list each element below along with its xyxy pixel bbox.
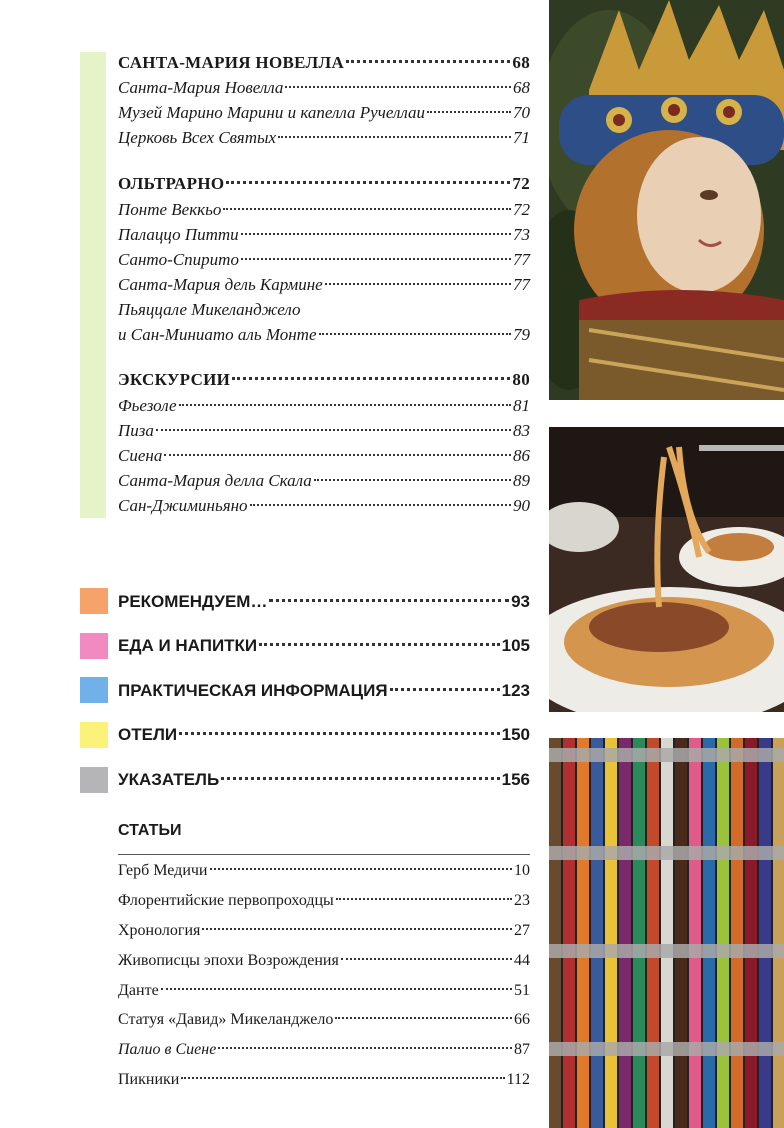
toc-page-number: 87	[514, 1041, 530, 1058]
toc-entry[interactable]	[118, 249, 530, 271]
toc-leader-dots	[335, 1017, 512, 1019]
toc-heading-label: ЭКСКУРСИИ	[118, 370, 231, 389]
toc-leader-dots	[179, 732, 500, 735]
toc-leader-dots	[223, 208, 511, 210]
articles-divider	[118, 854, 530, 855]
toc-entry[interactable]	[118, 77, 530, 99]
toc-page-number: 72	[513, 200, 530, 219]
recommend-color-swatch	[80, 588, 108, 614]
toc-heading-excursions[interactable]	[118, 369, 530, 391]
renaissance-fresco-photo	[549, 0, 784, 400]
toc-main-recommend[interactable]	[118, 591, 530, 613]
toc-main-label: РЕКОМЕНДУЕМ…	[118, 592, 268, 611]
article-label: Хронология	[118, 922, 201, 939]
toc-page-number: 44	[514, 952, 530, 969]
toc-entry-label: Понте Веккьо	[118, 200, 222, 219]
article-label: Пикники	[118, 1071, 180, 1088]
toc-leader-dots	[232, 377, 510, 380]
toc-main-label: УКАЗАТЕЛЬ	[118, 770, 220, 789]
toc-page-number: 150	[501, 725, 530, 744]
toc-entry-label: Санта-Мария Новелла	[118, 78, 284, 97]
toc-entry[interactable]	[118, 324, 530, 346]
article-entry[interactable]	[118, 890, 530, 912]
article-entry[interactable]	[118, 1009, 530, 1031]
toc-entry-label: Сиена	[118, 446, 163, 465]
toc-entry-label: Пьяццале Микеланджело	[118, 300, 301, 319]
leather-belts-photo	[549, 738, 784, 1128]
toc-main-practical-info[interactable]	[118, 680, 530, 702]
toc-leader-dots	[314, 479, 511, 481]
toc-entry[interactable]	[118, 395, 530, 417]
toc-leader-dots	[250, 504, 511, 506]
toc-leader-dots	[221, 777, 499, 780]
toc-page-number: 66	[514, 1011, 530, 1028]
toc-leader-dots	[336, 898, 512, 900]
toc-leader-dots	[278, 136, 511, 138]
toc-main-label: ПРАКТИЧЕСКАЯ ИНФОРМАЦИЯ	[118, 681, 388, 700]
hotels-color-swatch	[80, 722, 108, 748]
article-label: Данте	[118, 982, 159, 999]
toc-entry-label: Санта-Мария дель Кармине	[118, 275, 323, 294]
toc-heading-santa-maria-novella[interactable]	[118, 52, 530, 74]
toc-entry-label: Пиза	[118, 421, 154, 440]
article-label: Живописцы эпохи Возрождения	[118, 952, 339, 969]
practical-info-color-swatch	[80, 677, 108, 703]
pasta-dish-photo	[549, 427, 784, 712]
toc-page-number: 71	[513, 128, 530, 147]
toc-entry[interactable]	[118, 445, 530, 467]
toc-page-number: 112	[506, 1071, 530, 1088]
index-color-swatch	[80, 767, 108, 793]
article-label: Флорентийские первопроходцы	[118, 892, 334, 909]
toc-main-label: ОТЕЛИ	[118, 725, 178, 744]
toc-leader-dots	[346, 60, 510, 63]
toc-entry[interactable]	[118, 420, 530, 442]
toc-page-number: 70	[513, 103, 530, 122]
article-label: Палио в Сиене	[118, 1041, 217, 1058]
toc-heading-label: ОЛЬТРАРНО	[118, 174, 225, 193]
toc-page-number: 90	[513, 496, 530, 515]
section-color-bar	[80, 52, 106, 518]
article-entry[interactable]	[118, 980, 530, 1002]
toc-page-number: 123	[501, 681, 530, 700]
toc-leader-dots	[325, 283, 511, 285]
toc-leader-dots	[179, 404, 511, 406]
article-label: Герб Медичи	[118, 862, 208, 879]
article-entry[interactable]	[118, 1069, 530, 1091]
toc-page-number: 10	[514, 862, 530, 879]
toc-entry[interactable]	[118, 199, 530, 221]
article-entry[interactable]	[118, 950, 530, 972]
toc-entry-label: Санто-Спирито	[118, 250, 239, 269]
toc-entry-label: Сан-Джиминьяно	[118, 496, 248, 515]
toc-page-number: 93	[511, 592, 530, 611]
toc-main-index[interactable]	[118, 769, 530, 791]
toc-page-number: 77	[513, 250, 530, 269]
toc-page-number: 51	[514, 982, 530, 999]
toc-entry[interactable]	[118, 470, 530, 492]
toc-page-number: 79	[513, 325, 530, 344]
toc-entry-first-line[interactable]	[118, 299, 530, 321]
toc-page-number: 77	[513, 275, 530, 294]
article-entry[interactable]	[118, 860, 530, 882]
toc-leader-dots	[181, 1077, 504, 1079]
toc-leader-dots	[156, 429, 511, 431]
toc-page-number: 83	[513, 421, 530, 440]
toc-main-hotels[interactable]	[118, 724, 530, 746]
toc-leader-dots	[319, 333, 512, 335]
toc-entry[interactable]	[118, 102, 530, 124]
toc-entry[interactable]	[118, 495, 530, 517]
toc-page-number: 81	[513, 396, 530, 415]
toc-entry-label: Церковь Всех Святых	[118, 128, 277, 147]
toc-entry-label: Фьезоле	[118, 396, 177, 415]
toc-main-label: ЕДА И НАПИТКИ	[118, 636, 258, 655]
toc-leader-dots	[202, 928, 512, 930]
toc-leader-dots	[269, 599, 509, 602]
food-drink-color-swatch	[80, 633, 108, 659]
toc-leader-dots	[241, 233, 511, 235]
toc-entry[interactable]	[118, 127, 530, 149]
toc-page-number: 89	[513, 471, 530, 490]
toc-page-number: 73	[513, 225, 530, 244]
toc-heading-oltrarno[interactable]	[118, 173, 530, 195]
toc-leader-dots	[210, 868, 513, 870]
toc-page-number: 105	[501, 636, 530, 655]
toc-entry-label: Палаццо Питти	[118, 225, 239, 244]
toc-entry[interactable]	[118, 274, 530, 296]
toc-page-number: 86	[513, 446, 530, 465]
toc-page-number: 68	[512, 53, 530, 72]
article-label: Статуя «Давид» Микеланджело	[118, 1011, 334, 1028]
toc-entry[interactable]	[118, 224, 530, 246]
toc-page-number: 80	[512, 370, 530, 389]
toc-main-food-drink[interactable]	[118, 635, 530, 657]
toc-leader-dots	[218, 1047, 512, 1049]
toc-page-number: 23	[514, 892, 530, 909]
toc-page-number: 156	[501, 770, 530, 789]
toc-leader-dots	[341, 958, 512, 960]
article-entry[interactable]	[118, 1039, 530, 1061]
articles-title: СТАТЬИ	[118, 822, 182, 839]
toc-entry-label: Музей Марино Марини и капелла Ручеллаи	[118, 103, 425, 122]
toc-leader-dots	[164, 454, 511, 456]
article-entry[interactable]	[118, 920, 530, 942]
toc-leader-dots	[226, 181, 510, 184]
toc-page-number: 68	[513, 78, 530, 97]
toc-entry-label: и Сан-Миниато аль Монте	[118, 325, 317, 344]
toc-entry-label: Санта-Мария делла Скала	[118, 471, 312, 490]
toc-leader-dots	[390, 688, 500, 691]
toc-page-number: 27	[514, 922, 530, 939]
toc-page-number: 72	[512, 174, 530, 193]
toc-leader-dots	[161, 988, 512, 990]
toc-leader-dots	[241, 258, 511, 260]
toc-leader-dots	[427, 111, 511, 113]
toc-heading-label: САНТА-МАРИЯ НОВЕЛЛА	[118, 53, 345, 72]
toc-leader-dots	[259, 643, 499, 646]
toc-leader-dots	[285, 86, 511, 88]
